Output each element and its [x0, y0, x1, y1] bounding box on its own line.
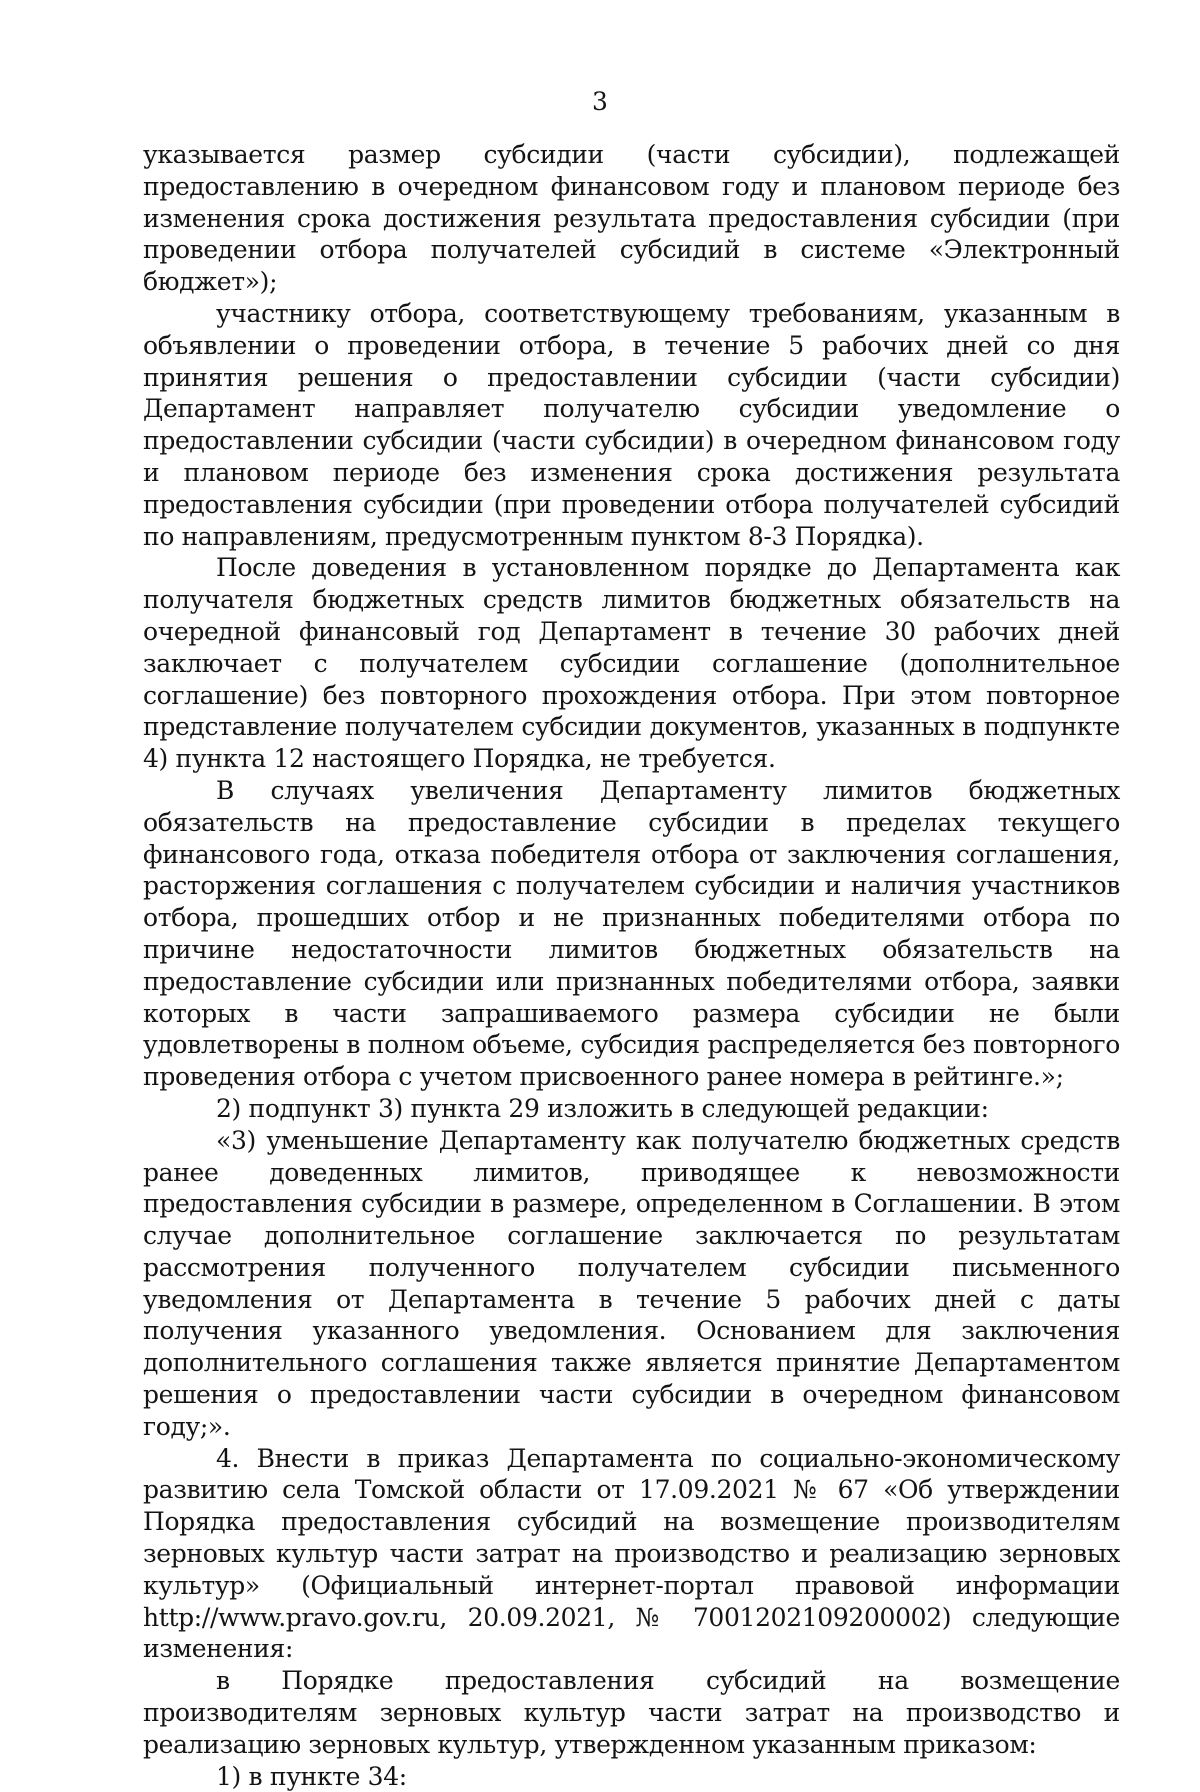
paragraph-subpoint-29: 2) подпункт 3) пункта 29 изложить в следующей редакции: [216, 1093, 989, 1123]
document-body [143, 139, 1120, 1792]
paragraph-limits-increase: В случаях увеличения Департаменту лимитов бюджетных обязательств на предоставление субсидии в пределах текущего финансового года, отказа победителя отбора от заключения соглашения, расторжения соглашения с получателем субсидии и наличия участников отбора, прошедших отбор и не признанных победителями отбора по причине недостаточности лимитов бюджетных обязательств на предоставление субсидии или признанных победителями отбора, заявки которых в части запрашиваемого размера субсидии не были удовлетворены в полном объеме, субсидия распределяется без повторного проведения отбора с учетом присвоенного ранее номера в рейтинге.»; [143, 775, 1120, 1092]
paragraph-point-34: 1) в пункте 34: [216, 1761, 407, 1791]
paragraph-subsidy-size: указывается размер субсидии (части субсидии), подлежащей предоставлению в очередном финансовом году и плановом периоде без изменения срока достижения результата предоставления субсидии (при проведении отбора получателей субсидий в системе «Электронный бюджет»); [143, 140, 1120, 297]
paragraph-order-amendment: 4. Внести в приказ Департамента по социально-экономическому развитию села Томской области от 17.09.2021 № 67 «Об утверждении Порядка предоставления субсидий на возмещение производителям зерновых культур части затрат на производство и реализацию зерновых культур» (Официальный интернет-портал правовой информации http://www.pravo.gov.ru, 20.09.2021, № 7001202109200002) следующие изменения: [143, 1443, 1120, 1664]
page-number: 3 [592, 87, 608, 116]
paragraph-budget-limits: После доведения в установленном порядке до Департамента как получателя бюджетных средств лимитов бюджетных обязательств на очередной финансовый год Департамент в течение 30 рабочих дней заключает с получателем субсидии соглашение (дополнительное соглашение) без повторного прохождения отбора. При этом повторное представление получателем субсидии документов, указанных в подпункте 4) пункта 12 настоящего Порядка, не требуется. [143, 553, 1120, 774]
paragraph-limits-decrease: «3) уменьшение Департаменту как получателю бюджетных средств ранее доведенных лимитов, приводящее к невозможности предоставления субсидии в размере, определенном в Соглашении. В этом случае дополнительное соглашение заключается по результатам рассмотрения полученного получателем субсидии письменного уведомления от Департамента в течение 5 рабочих дней с даты получения указанного уведомления. Основанием для заключения дополнительного соглашения также является принятие Департаментом решения о предоставлении части субсидии в очередном финансовом году;». [143, 1125, 1120, 1441]
paragraph-selection-participant: участнику отбора, соответствующему требованиям, указанным в объявлении о проведении отбора, в течение 5 рабочих дней со дня принятия решения о предоставлении субсидии (части субсидии) Департамент направляет получателю субсидии уведомление о предоставлении субсидии (части субсидии) в очередном финансовом году и плановом периоде без изменения срока достижения результата предоставления субсидии (при проведении отбора получателей субсидий по направлениям, предусмотренным пунктом 8-3 Порядка). [143, 298, 1120, 551]
paragraph-procedure: в Порядке предоставления субсидий на возмещение производителям зерновых культур части затрат на производство и реализацию зерновых культур, утвержденном указанным приказом: [143, 1666, 1120, 1759]
